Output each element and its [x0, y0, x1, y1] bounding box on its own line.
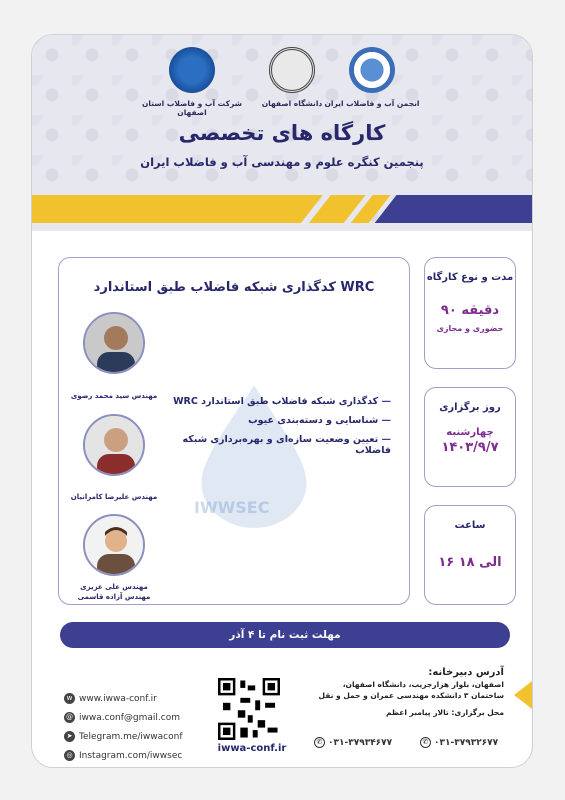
logo-row	[32, 47, 532, 123]
list-item: — کدگذاری شبکه فاضلاب طبق استاندارد WRC	[151, 396, 391, 407]
telegram-icon: ➤	[64, 731, 75, 742]
presenter-name: مهندس آزاده قاسمی	[77, 593, 151, 601]
poster	[31, 34, 533, 768]
phone-number[interactable]: ✆ ۰۳۱-۳۷۹۳۲۶۷۷	[420, 737, 498, 748]
water-drop-icon	[169, 47, 215, 93]
day-box: روز برگزاری چهارشنبه ۱۴۰۳/۹/۷	[424, 387, 516, 487]
list-item: — تعیین وضعیت سازه‌ای و بهره‌برداری شبکه فاضلاب	[151, 434, 391, 456]
time-box: ساعت ۱۶ الی ۱۸	[424, 505, 516, 605]
page-subtitle: پنجمین کنگره علوم و مهندسی آب و فاضلاب ایران	[140, 155, 424, 169]
water-company-logo: شرکت آب و فاضلاب استان اصفهان	[132, 47, 252, 117]
topic-list	[151, 396, 391, 464]
university-logo: دانشگاه اصفهان	[232, 47, 352, 108]
address-block: آدرس دبیرخانه: اصفهان، بلوار هزارجریب، دانشگاه اصفهان، ساختمان ۳ دانشکده مهندسی عمران و حمل و نقل محل برگزاری: تالار پیامبر اعظم	[318, 667, 504, 717]
phone-number[interactable]: ✆ ۰۳۱-۳۷۹۳۴۶۷۷	[314, 737, 392, 748]
presenter-name: مهندس سید محمد رضوی	[70, 392, 158, 400]
website-link[interactable]: w www.iwwa-conf.ir	[64, 693, 157, 704]
qr-code-icon[interactable]	[218, 678, 280, 740]
presenter-photo	[83, 312, 145, 374]
university-emblem-icon	[269, 47, 315, 93]
telegram-link[interactable]: ➤ Telegram.me/iwwaconf	[64, 731, 183, 742]
corner-decoration	[514, 675, 533, 715]
avatar	[83, 514, 145, 576]
workshop-panel	[58, 257, 410, 605]
watermark-text: IWWSEC	[194, 498, 270, 517]
phone-icon: ✆	[314, 737, 325, 748]
email-link[interactable]: @ iwwa.conf@gmail.com	[66, 713, 181, 723]
decorative-stripes	[32, 195, 532, 223]
web-icon: w	[64, 693, 75, 704]
iwwa-emblem-icon	[349, 47, 395, 93]
duration-box: مدت و نوع کارگاه ۹۰ دقیقه حضوری و مجازی	[424, 257, 516, 369]
page-title: کارگاه های تخصصی	[178, 121, 386, 145]
presenter-name: مهندس علیرضا کامرانیان	[70, 493, 158, 501]
iwwa-logo: انجمن آب و فاضلاب ایران	[312, 47, 432, 108]
list-item: — شناسایی و دسته‌بندی عیوب	[151, 415, 391, 426]
presenter-name: مهندس علی عزیزی	[80, 583, 148, 591]
instagram-icon: ◎	[64, 750, 75, 761]
instagram-link[interactable]: ◎ Instagram.com/iwwsec	[64, 750, 182, 761]
phone-icon: ✆	[420, 737, 431, 748]
deadline-banner: مهلت ثبت نام تا ۴ آذر	[60, 622, 510, 648]
workshop-title: کدگذاری شبکه فاضلاب طبق استاندارد WRC	[93, 280, 375, 295]
email-icon: @	[66, 713, 73, 721]
presenter-photo	[83, 414, 145, 476]
qr-label: iwwa-conf.ir	[217, 743, 287, 754]
